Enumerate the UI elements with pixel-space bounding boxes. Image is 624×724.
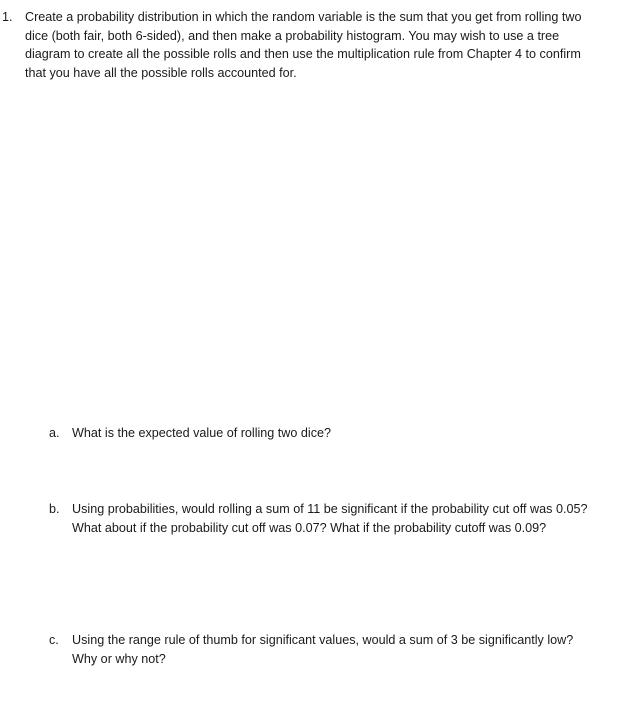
- subquestion-text: Using the range rule of thumb for significant values, would a sum of 3 be significantly low? Why or why not?: [72, 633, 574, 666]
- subquestion-letter: c.: [49, 633, 59, 647]
- question-number: 1.: [2, 10, 13, 24]
- subquestion-letter: a.: [49, 426, 60, 440]
- question-text: Create a probability distribution in which the random variable is the sum that you get from rolling two dice (both fair, both 6-sided), and then make a probability histogram. You may wish to use a tree diagram to create all the possible rolls and then use the multiplication rule from Chapter 4 to confirm that you have all the possible rolls accounted for.: [25, 10, 582, 80]
- subquestion-letter: b.: [49, 502, 60, 516]
- subquestion-text: What is the expected value of rolling two dice?: [72, 426, 332, 440]
- subquestion-text: Using probabilities, would rolling a sum of 11 be significant if the probability cut off was 0.05? What about if the probability cut off was 0.07? What if the probability cutoff was 0.09?: [72, 502, 588, 535]
